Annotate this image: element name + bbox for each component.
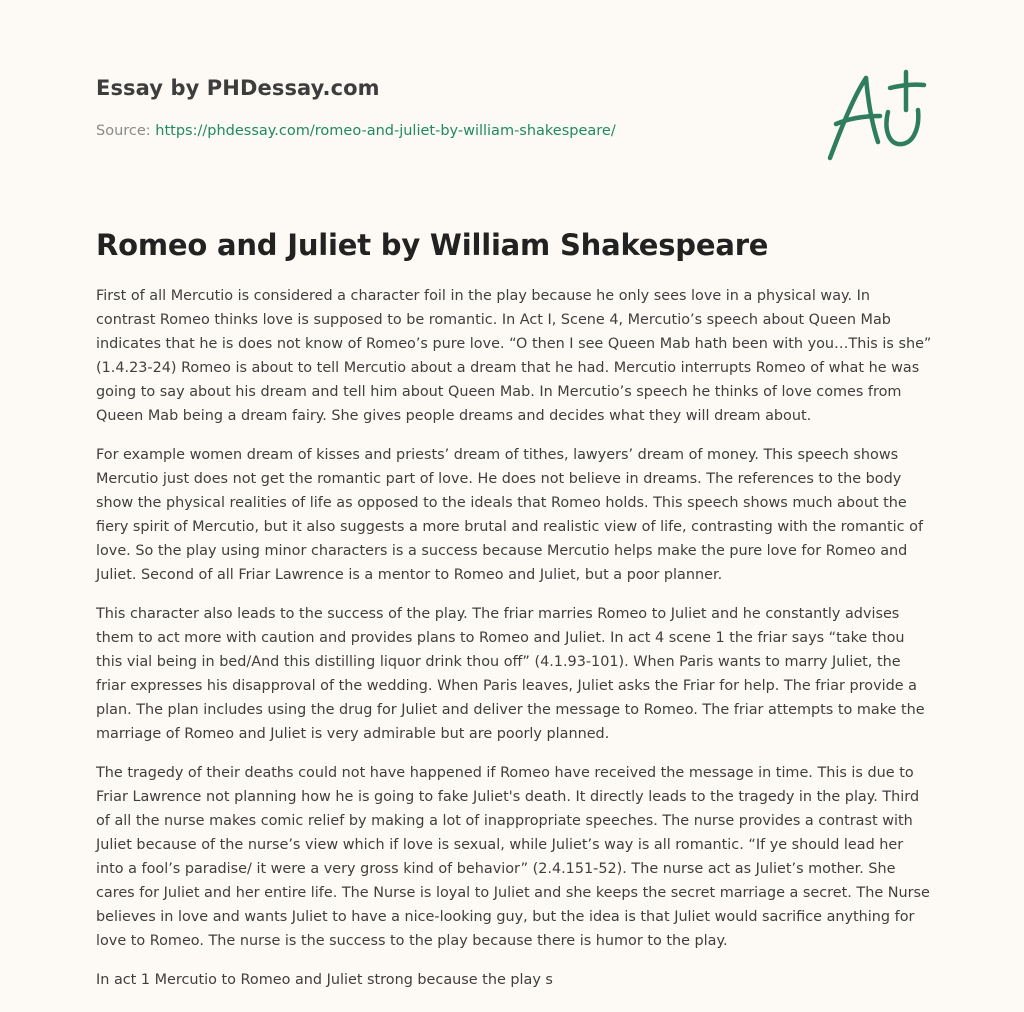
essay-title: Romeo and Juliet by William Shakespeare <box>96 228 769 262</box>
source-link[interactable]: https://phdessay.com/romeo-and-juliet-by-william-shakespeare/ <box>155 123 616 139</box>
essay-paragraph-3: This character also leads to the success of the play. The friar marries Romeo to Juliet and he constantly advises them to act more with caution and provides plans to Romeo and Juliet. In act 4 scene 1 the friar says “take thou this vial being in bed/And this distilling liquor drink thou off” (4.1.93-101). When Paris wants to marry Juliet, the friar expresses his disapproval of the wedding. When Paris leaves, Juliet asks the Friar for help. The friar provide a plan. The plan includes using the drug for Juliet and deliver the message to Romeo. The friar attempts to make the marriage of Romeo and Juliet is very admirable but are poorly planned. <box>96 606 925 742</box>
essay-paragraph-2: For example women dream of kisses and priests’ dream of tithes, lawyers’ dream of money. This speech shows Mercutio just does not get the romantic part of love. He does not believe in dreams. The references to the body show the physical realities of life as opposed to the ideals that Romeo holds. This speech shows much about the fiery spirit of Mercutio, but it also suggests a more brutal and realistic view of life, contrasting with the romantic of love. So the play using minor characters is a success because Mercutio helps make the pure love for Romeo and Juliet. Second of all Friar Lawrence is a mentor to Romeo and Juliet, but a poor planner. <box>96 447 924 583</box>
source-label: Source: <box>96 123 156 139</box>
essay-paragraph-4: The tragedy of their deaths could not have happened if Romeo have received the message in time. This is due to Friar Lawrence not planning how he is going to fake Juliet's death. It directly leads to the tragedy in the play. Third of all the nurse makes comic relief by making a lot of inappropriate speeches. The nurse provides a contrast with Juliet because of the nurse’s view which if love is sexual, while Juliet’s way is all romantic. “If ye should lead her into a fool’s paradise/ it were a very gross kind of behavior” (2.4.151-52). The nurse act as Juliet’s mother. She cares for Juliet and her entire life. The Nurse is loyal to Juliet and she keeps the secret marriage a secret. The Nurse believes in love and wants Juliet to have a nice-looking guy, but the idea is that Juliet would sacrifice anything for love to Romeo. The nurse is the success to the play because there is humor to the play. <box>96 765 930 949</box>
essay-paragraph-5: In act 1 Mercutio to Romeo and Juliet strong because the play s <box>96 972 553 988</box>
essay-paragraph-1: First of all Mercutio is considered a character foil in the play because he only sees love in a physical way. In contrast Romeo thinks love is supposed to be romantic. In Act I, Scene 4, Mercutio’s speech about Queen Mab indicates that he is does not know of Romeo’s pure love. “O then I see Queen Mab hath been with you…This is she” (1.4.23-24) Romeo is about to tell Mercutio about a dream that he had. Mercutio interrupts Romeo of what he was going to say about his dream and tell him about Queen Mab. In Mercutio’s speech he thinks of love comes from Queen Mab being a dream fairy. She gives people dreams and decides what they will dream about. <box>96 288 932 424</box>
essay-body <box>96 284 932 1007</box>
source-line <box>96 123 616 139</box>
a-plus-logo-icon <box>822 66 932 166</box>
site-brand: Essay by PHDessay.com <box>96 76 380 100</box>
